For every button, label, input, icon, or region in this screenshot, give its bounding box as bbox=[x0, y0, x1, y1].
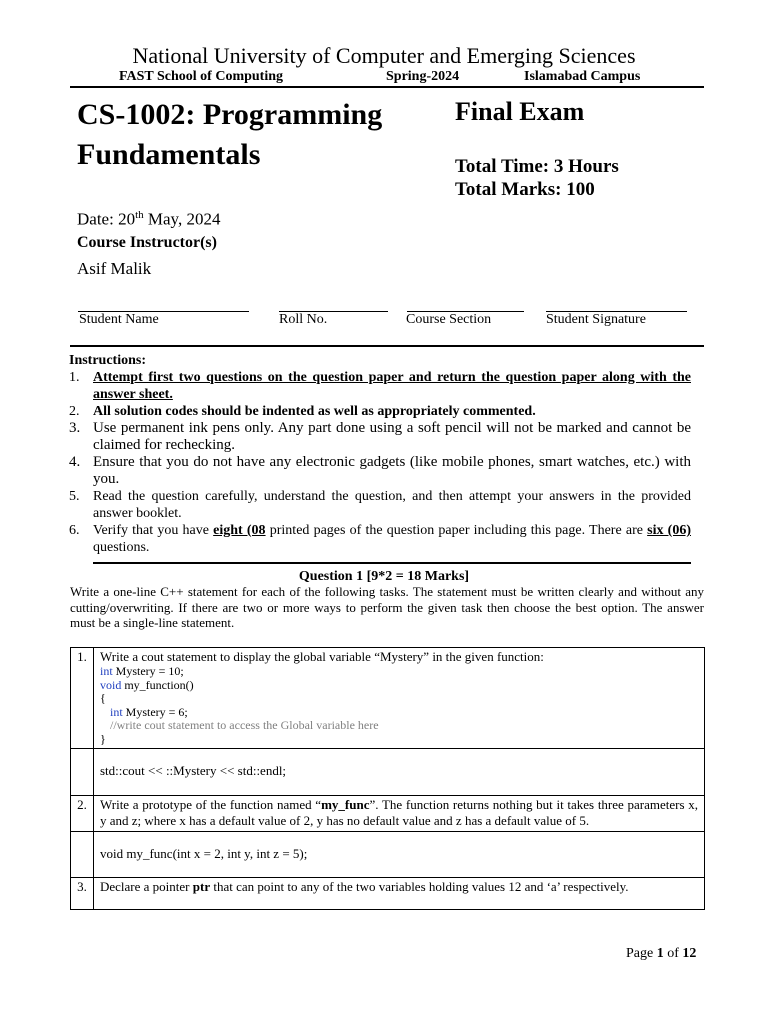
table-row bbox=[71, 832, 705, 878]
instruction-item: 3. Use permanent ink pens only. Any part done using a soft pencil will not be marked and cannot be claimed for rechecking. bbox=[69, 420, 691, 453]
question-prompt bbox=[94, 648, 705, 749]
instructions-title: Instructions: bbox=[69, 353, 147, 368]
instruction-item: 2. All solution codes should be indented as well as appropriately commented. bbox=[69, 404, 536, 419]
instructions-list bbox=[69, 369, 691, 556]
course-title-line1: CS-1002: Programming bbox=[77, 98, 383, 131]
row-number: 3. bbox=[71, 878, 94, 910]
section-rule bbox=[70, 345, 704, 347]
instruction-item: 5. Read the question carefully, understand the question, and then attempt your answers in the provided answer booklet. bbox=[69, 489, 691, 521]
school-name: FAST School of Computing bbox=[119, 69, 284, 84]
total-time: Total Time: 3 Hours bbox=[455, 156, 619, 177]
course-title-line2: Fundamentals bbox=[77, 138, 261, 171]
exam-title: Final Exam bbox=[455, 97, 585, 126]
roll-no-label: Roll No. bbox=[279, 312, 328, 327]
campus: Islamabad Campus bbox=[524, 69, 641, 84]
student-signature-label: Student Signature bbox=[546, 312, 646, 327]
question-prompt: Declare a pointer ptr that can point to any of the two variables holding values 12 and ‘a’ respectively. bbox=[94, 878, 705, 910]
table-row bbox=[71, 648, 705, 749]
prompt-text: Write a cout statement to display the global variable “Mystery” in the given function: bbox=[100, 649, 544, 664]
question-1-title: Question 1 [9*2 = 18 Marks] bbox=[298, 569, 470, 584]
row-number: 2. bbox=[71, 796, 94, 832]
course-title bbox=[77, 95, 382, 175]
instructions-rule bbox=[93, 562, 691, 564]
instructor-label: Course Instructor(s) bbox=[77, 234, 217, 251]
instruction-item: 1. Attempt first two questions on the question paper and return the question paper along with the answer sheet. bbox=[69, 370, 691, 402]
code-snippet: int Mystery = 10; void my_function() { int Mystery = 6; //write cout statement to access the Global variable here } bbox=[100, 664, 379, 746]
table-row bbox=[71, 878, 705, 910]
table-row bbox=[71, 796, 705, 832]
row-number: 1. bbox=[71, 648, 94, 749]
university-name: National University of Computer and Emerging Sciences bbox=[132, 43, 636, 68]
student-name-label: Student Name bbox=[79, 312, 159, 327]
course-section-label: Course Section bbox=[406, 312, 492, 327]
question-1-table bbox=[70, 647, 705, 910]
answer-field[interactable]: void my_func(int x = 2, int y, int z = 5); bbox=[94, 832, 705, 878]
instruction-item: 6. Verify that you have eight (08 printed pages of the question paper including this page. There are six (06) questions. bbox=[69, 523, 691, 555]
page-number: Page 1 of 12 bbox=[626, 946, 697, 961]
table-row bbox=[71, 749, 705, 796]
term: Spring-2024 bbox=[386, 69, 460, 84]
instruction-item: 4. Ensure that you do not have any electronic gadgets (like mobile phones, smart watches, etc.) with you. bbox=[69, 454, 691, 487]
question-prompt: Write a prototype of the function named “my_func”. The function returns nothing but it takes three parameters x, y and z; where x has a default value of 2, y has no default value and z has a default value of 5. bbox=[94, 796, 705, 832]
total-marks: Total Marks: 100 bbox=[455, 179, 595, 200]
question-1-description: Write a one-line C++ statement for each of the following tasks. The statement must be written clearly and without any cutting/overwriting. If there are two or more ways to perform the given task then choose the best option. The answer must be a single-line statement. bbox=[70, 584, 704, 630]
instructor-name: Asif Malik bbox=[77, 259, 152, 278]
exam-date: Date: 20th May, 2024 bbox=[77, 209, 221, 229]
header-rule bbox=[70, 86, 704, 88]
answer-field[interactable]: std::cout << ::Mystery << std::endl; bbox=[94, 749, 705, 796]
